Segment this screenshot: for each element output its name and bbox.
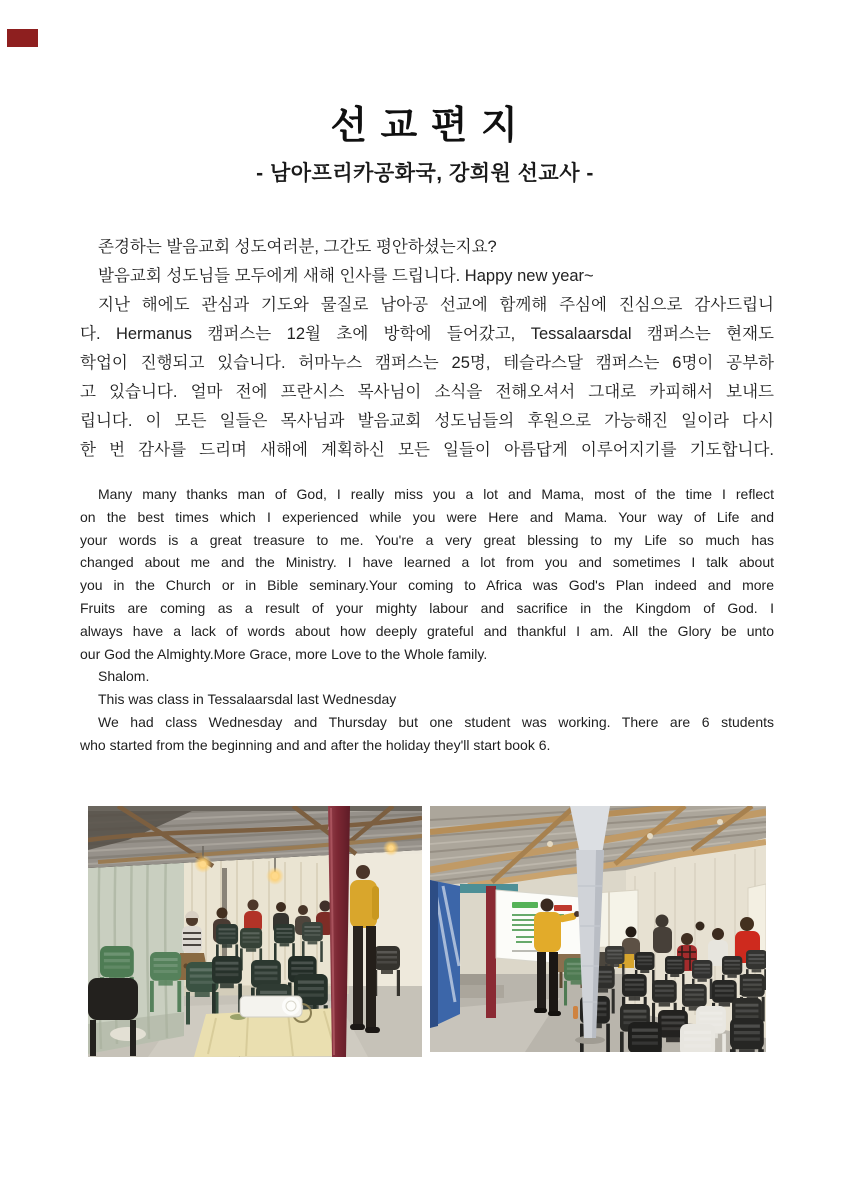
text-line: 존경하는 발음교회 성도여러분, 그간도 평안하셨는지요? [98, 238, 497, 256]
page-title: 선 교 편 지 [330, 105, 520, 147]
text-line: who started from the beginning and and after the holiday they'll start book 6. [80, 736, 551, 753]
korean-paragraph [80, 233, 774, 465]
red-corner-mark [7, 29, 38, 47]
text-line: This was class in Tessalaarsdal last Wednesday [98, 691, 397, 708]
photo-right-illustration [430, 806, 766, 1052]
text-line: 다. Hermanus 캠퍼스는 12월 초에 방학에 들어갔고, Tessalaarsdal 캠퍼스는 현재도 [80, 325, 774, 343]
page-subtitle: - 남아프리카공화국, 강희원 선교사 - [256, 162, 594, 185]
photo-classroom-left [88, 806, 422, 1057]
photo-left-illustration [88, 806, 422, 1057]
text-line: changed about me and the Ministry. I have learned a lot from you and sometimes I talk about [80, 554, 774, 571]
text-line: always have a lack of words about how deeply grateful and thankful I am. All the Glory be unto [80, 622, 774, 639]
text-line: 고 있습니다. 얼마 전에 프란시스 목사님이 소식을 전해오셔서 그대로 카피해서 보내드 [80, 383, 774, 401]
text-line: your words is a great treasure to me. You're a very great blessing to my Life so much has [80, 531, 774, 548]
text-line: We had class Wednesday and Thursday but one student was working. There are 6 students [98, 713, 774, 730]
blue-curtain [430, 880, 460, 1028]
text-line: 발음교회 성도님들 모두에게 새해 인사를 드립니다. Happy new year~ [98, 267, 594, 285]
text-line: 한 번 감사를 드리며 새해에 계획하신 모든 일들이 아름답게 이루어지기를 기도합니다. [80, 441, 774, 459]
text-line: on the best times which I experienced while you were Here and Mama. Your way of Life and [80, 508, 774, 525]
text-line: 립니다. 이 모든 일들은 목사님과 발음교회 성도님들의 후원으로 가능해진 일이라 다시 [80, 412, 774, 430]
text-line: Many many thanks man of God, I really miss you a lot and Mama, most of the time I reflect [98, 486, 774, 502]
red-pole [486, 886, 496, 1018]
text-line: our God the Almighty.More Grace, more Love to the Whole family. [80, 645, 488, 662]
text-line: you in the Church or in Bible seminary.Your coming to Africa was God's Plan indeed and more [80, 577, 774, 594]
text-line: Fruits are coming as a result of your mighty labour and sacrifice in the Kingdom of God. I [80, 599, 774, 616]
text-line: 학업이 진행되고 있습니다. 허마누스 캠퍼스는 25명, 테슬라스달 캠퍼스는 6명이 공부하 [80, 354, 774, 372]
english-paragraph [80, 483, 774, 757]
text-line: 지난 해에도 관심과 기도와 물질로 남아공 선교에 함께해 주심에 진심으로 감사드립니 [98, 296, 774, 314]
text-line: Shalom. [98, 668, 150, 685]
photo-classroom-right [430, 806, 766, 1052]
water-bottle [573, 1006, 578, 1019]
